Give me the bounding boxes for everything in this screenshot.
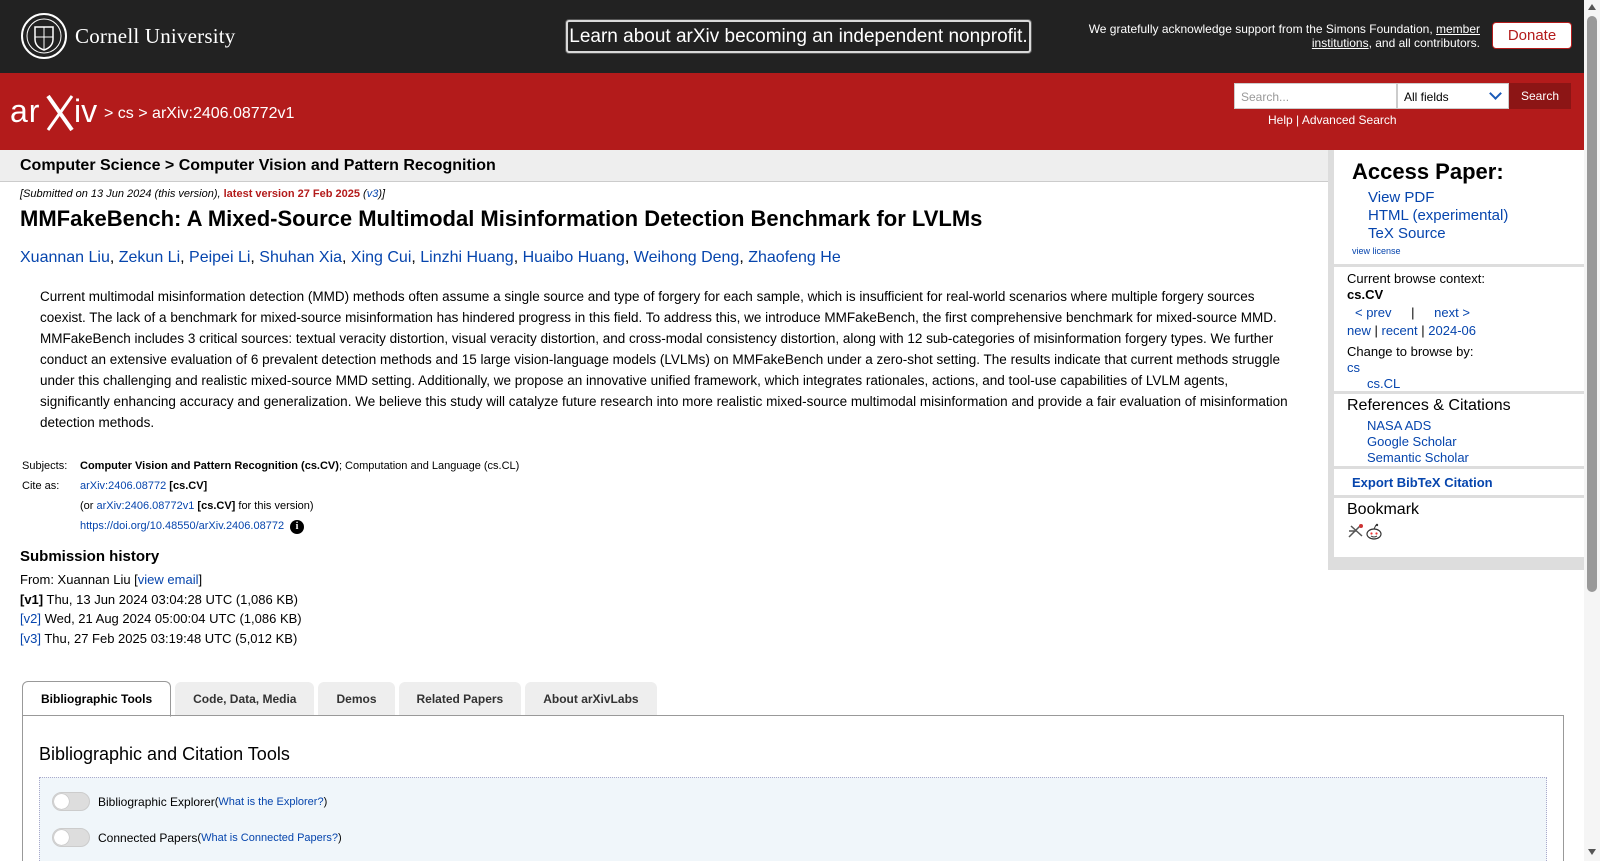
from-suffix: ] — [198, 572, 203, 587]
cite-label: Cite as: — [22, 480, 60, 492]
cite-value — [78, 476, 521, 496]
announcement-button[interactable]: Learn about arXiv becoming an independent nonprofit. — [566, 20, 1031, 53]
paren-close: )] — [378, 188, 386, 200]
export-bibtex-link[interactable]: Export BibTeX Citation — [1352, 475, 1493, 490]
paper-title: MMFakeBench: A Mixed-Source Multimodal Misinformation Detection Benchmark for LVLMs — [20, 206, 983, 231]
search-button[interactable]: Search — [1509, 83, 1571, 109]
semantic-scholar-link[interactable]: Semantic Scholar — [1367, 450, 1469, 465]
paper-metadata — [20, 456, 521, 536]
author-sep: , — [342, 249, 351, 266]
version-link[interactable]: [v3] — [20, 630, 41, 646]
browse-cs-link[interactable]: cs — [1347, 360, 1360, 375]
submission-date — [20, 188, 385, 200]
browse-sep: | — [1374, 323, 1378, 338]
donate-button[interactable]: Donate — [1492, 22, 1572, 49]
tab-bibliographic-tools[interactable]: Bibliographic Tools — [22, 681, 171, 717]
browse-cscl-link[interactable]: cs.CL — [1367, 376, 1401, 391]
other-subjects: ; Computation and Language (cs.CL) — [338, 460, 520, 472]
reddit-icon[interactable] — [1365, 523, 1383, 546]
bibsonomy-icon[interactable] — [1347, 523, 1365, 546]
browse-context-label: Current browse context: — [1347, 271, 1486, 286]
author-link[interactable]: Shuhan Xia — [259, 249, 343, 266]
author-sep: , — [624, 249, 634, 266]
paren-open: ( — [359, 188, 367, 200]
empty-cell — [20, 496, 78, 516]
sidebar — [1328, 150, 1584, 570]
tools-box — [39, 777, 1547, 861]
help-links — [1268, 113, 1397, 127]
page-scrollbar[interactable] — [1584, 0, 1600, 861]
browse-context-value: cs.CV — [1347, 287, 1384, 302]
breadcrumb-sep: > — [104, 105, 114, 122]
history-from — [20, 570, 302, 590]
history-version — [20, 629, 302, 649]
ack-prefix: We gratefully acknowledge support from the Simons Foundation, — [1088, 22, 1436, 36]
tab-panel — [22, 715, 1564, 861]
panel-title: Bibliographic and Citation Tools — [39, 744, 290, 764]
view-pdf-link[interactable]: View PDF — [1368, 189, 1435, 206]
month-link[interactable]: 2024-06 — [1428, 323, 1476, 338]
arxiv-logo[interactable] — [10, 92, 102, 137]
metadata-table — [20, 456, 521, 536]
author-link[interactable]: Weihong Deng — [633, 249, 740, 266]
paren-open: ( — [197, 831, 202, 844]
doi-link[interactable]: https://doi.org/10.48550/arXiv.2406.08772 — [80, 520, 285, 532]
v3-link[interactable]: v3 — [366, 188, 379, 200]
submission-history-heading: Submission history — [20, 548, 160, 565]
search-input[interactable]: Search... — [1234, 83, 1397, 109]
chevron-down-icon — [1489, 87, 1502, 100]
change-browse-label: Change to browse by: — [1347, 344, 1474, 359]
author-link[interactable]: Zhaofeng He — [748, 249, 841, 266]
author-link[interactable]: Peipei Li — [189, 249, 251, 266]
cite-version-value — [78, 496, 521, 516]
explorer-help-link[interactable]: What is the Explorer? — [218, 795, 324, 808]
view-email-link[interactable]: view email — [137, 572, 199, 587]
abstract: Current multimodal misinformation detection (MMD) methods often assume a single source and type of forgery for each sample, which is insufficient for real-world scenarios where multiple forgery sources coexist. The lack of a benchmark for mixed-source misinformation has hindered progress in this field. To address this, we introduce MMFakeBench, the first comprehensive benchmark for mixed-source MMD. MMFakeBench includes 3 critical sources: textual veracity distortion, visual veracity distortion, and cross-modal consistency distortion, along with 12 sub-categories of misinformation forgery types. We further conduct an extensive evaluation of 6 prevalent detection methods and 15 large vision-language models (LVLMs) on MMFakeBench under a zero-shot setting. The results indicate that current methods struggle under this challenging and realistic mixed-source MMD setting. Additionally, we propose an innovative unified framework, which integrates rationales, actions, and tool-use capabilities of LVLM agents, significantly enhancing accuracy and generalization. We believe this study will catalyze future research into more realistic mixed-source multimodal misinformation and provide a fair evaluation of misinformation detection methods. — [40, 289, 1288, 430]
version-detail: Thu, 13 Jun 2024 03:04:28 UTC (1,086 KB) — [43, 591, 298, 607]
scroll-up-arrow-icon[interactable] — [1588, 4, 1596, 10]
breadcrumb-sep: > — [138, 105, 148, 122]
author-link[interactable]: Zekun Li — [118, 249, 181, 266]
author-link[interactable]: Huaibo Huang — [522, 249, 625, 266]
cite2-open: (or — [80, 500, 97, 512]
search-field-select[interactable] — [1397, 83, 1509, 109]
cite-row — [20, 476, 521, 496]
access-paper-box — [1334, 150, 1587, 264]
references-links — [1347, 418, 1587, 466]
browse-context-box — [1334, 267, 1587, 391]
support-acknowledgement — [1070, 22, 1480, 50]
prev-link[interactable]: < prev — [1355, 305, 1392, 320]
browse-sep: | — [1421, 323, 1425, 338]
labs-tabs — [22, 681, 661, 717]
references-heading: References & Citations — [1347, 397, 1511, 414]
breadcrumb-cs[interactable]: cs — [117, 105, 134, 122]
author-sep: , — [180, 249, 190, 266]
author-sep: , — [739, 249, 749, 266]
next-link[interactable]: next > — [1434, 305, 1470, 320]
cite-version-row — [20, 496, 521, 516]
submitted-prefix: [Submitted on 13 Jun 2024 (this version), — [20, 188, 224, 200]
recent-link[interactable]: recent — [1381, 323, 1418, 338]
new-link[interactable]: new — [1347, 323, 1371, 338]
institutions-link[interactable]: institutions — [1311, 36, 1369, 50]
scrollbar-thumb[interactable] — [1587, 16, 1597, 592]
tab-code-data-media[interactable]: Code, Data, Media — [175, 682, 314, 716]
paren-close: ) — [323, 795, 328, 808]
subjects-value — [78, 456, 521, 476]
connected-papers-toggle[interactable] — [52, 828, 90, 847]
subject-heading: Computer Science > Computer Vision and Pattern Recognition — [0, 150, 1328, 182]
author-sep: , — [109, 249, 119, 266]
paren-close: ) — [338, 831, 342, 844]
from-prefix: From: Xuannan Liu [ — [20, 572, 138, 587]
connected-papers-label: Connected Papers — [98, 830, 198, 845]
tool-row-connected-papers — [52, 828, 342, 847]
export-box — [1334, 469, 1587, 495]
member-link[interactable]: member — [1435, 22, 1480, 36]
info-icon[interactable]: i — [290, 520, 304, 534]
tab-demos[interactable]: Demos — [318, 682, 394, 716]
subjects-label: Subjects: — [22, 460, 68, 472]
references-box — [1334, 394, 1587, 466]
explorer-toggle[interactable] — [52, 792, 90, 811]
ack-suffix: , and all contributors. — [1368, 36, 1480, 50]
cite-tag: [cs.CV] — [166, 480, 208, 492]
version-link[interactable]: [v2] — [20, 611, 41, 626]
nasa-ads-link[interactable]: NASA ADS — [1367, 418, 1432, 433]
cornell-seal-icon — [21, 13, 67, 59]
history-version — [20, 590, 302, 610]
arxiv-header — [0, 73, 1584, 150]
history-version — [20, 609, 302, 629]
arxiv-logo-icon — [10, 92, 102, 132]
browse-links — [1347, 323, 1587, 339]
tab-related-papers[interactable]: Related Papers — [399, 682, 522, 716]
doi-value — [78, 516, 521, 536]
connected-papers-help-link[interactable]: What is Connected Papers? — [201, 831, 339, 844]
html-link[interactable]: HTML (experimental) — [1368, 207, 1509, 224]
paren-open: ( — [214, 795, 219, 808]
help-link[interactable]: Help — [1268, 113, 1293, 127]
cite2-close: for this version) — [235, 500, 314, 512]
author-sep: , — [250, 249, 260, 266]
version-tag: [v1] — [20, 591, 44, 607]
scroll-down-arrow-icon[interactable] — [1588, 849, 1596, 855]
bookmark-icons — [1347, 523, 1587, 546]
breadcrumb-paper-id: arXiv:2406.08772v1 — [152, 105, 295, 122]
cornell-name: Cornell University — [75, 23, 236, 48]
latest-version-note: latest version 27 Feb 2025 — [223, 188, 360, 200]
cornell-logo[interactable] — [21, 13, 236, 59]
cite2-tag: [cs.CV] — [194, 500, 236, 512]
author-sep: , — [411, 249, 421, 266]
tex-source-link[interactable]: TeX Source — [1368, 225, 1446, 242]
svg-text:ar: ar — [10, 93, 41, 129]
breadcrumb — [104, 105, 294, 123]
author-list — [20, 249, 841, 267]
author-link[interactable]: Linzhi Huang — [420, 249, 514, 266]
tool-row-explorer — [52, 792, 327, 811]
advanced-search-link[interactable]: Advanced Search — [1301, 113, 1397, 127]
search-field-value: All fields — [1404, 90, 1449, 104]
doi-row — [20, 516, 521, 536]
help-sep: | — [1296, 113, 1300, 127]
tab-about-arxivlabs[interactable]: About arXivLabs — [525, 682, 656, 716]
prev-next-nav — [1347, 305, 1587, 321]
cite-version-link[interactable]: arXiv:2406.08772v1 — [96, 500, 195, 512]
access-paper-heading: Access Paper: — [1352, 159, 1504, 184]
version-detail: Wed, 21 Aug 2024 05:00:04 UTC (1,086 KB) — [40, 611, 302, 626]
top-banner — [0, 0, 1584, 73]
author-link[interactable]: Xing Cui — [350, 249, 412, 266]
explorer-label: Bibliographic Explorer — [98, 794, 215, 809]
bookmark-heading: Bookmark — [1347, 501, 1420, 518]
access-links — [1352, 189, 1587, 243]
primary-subject: Computer Vision and Pattern Recognition (cs.CV) — [80, 460, 339, 472]
version-detail: Thu, 27 Feb 2025 03:19:48 UTC (5,012 KB) — [40, 630, 298, 646]
cite-id-link[interactable]: arXiv:2406.08772 — [80, 480, 167, 492]
bookmark-box — [1334, 498, 1587, 557]
empty-cell — [20, 516, 78, 536]
view-license-link[interactable]: view license — [1352, 246, 1401, 256]
author-link[interactable]: Xuannan Liu — [20, 249, 110, 266]
google-scholar-link[interactable]: Google Scholar — [1367, 434, 1457, 449]
svg-text:iv: iv — [74, 93, 98, 129]
submission-history — [20, 570, 302, 648]
nav-sep: | — [1411, 305, 1415, 320]
author-sep: , — [513, 249, 523, 266]
subjects-row — [20, 456, 521, 476]
